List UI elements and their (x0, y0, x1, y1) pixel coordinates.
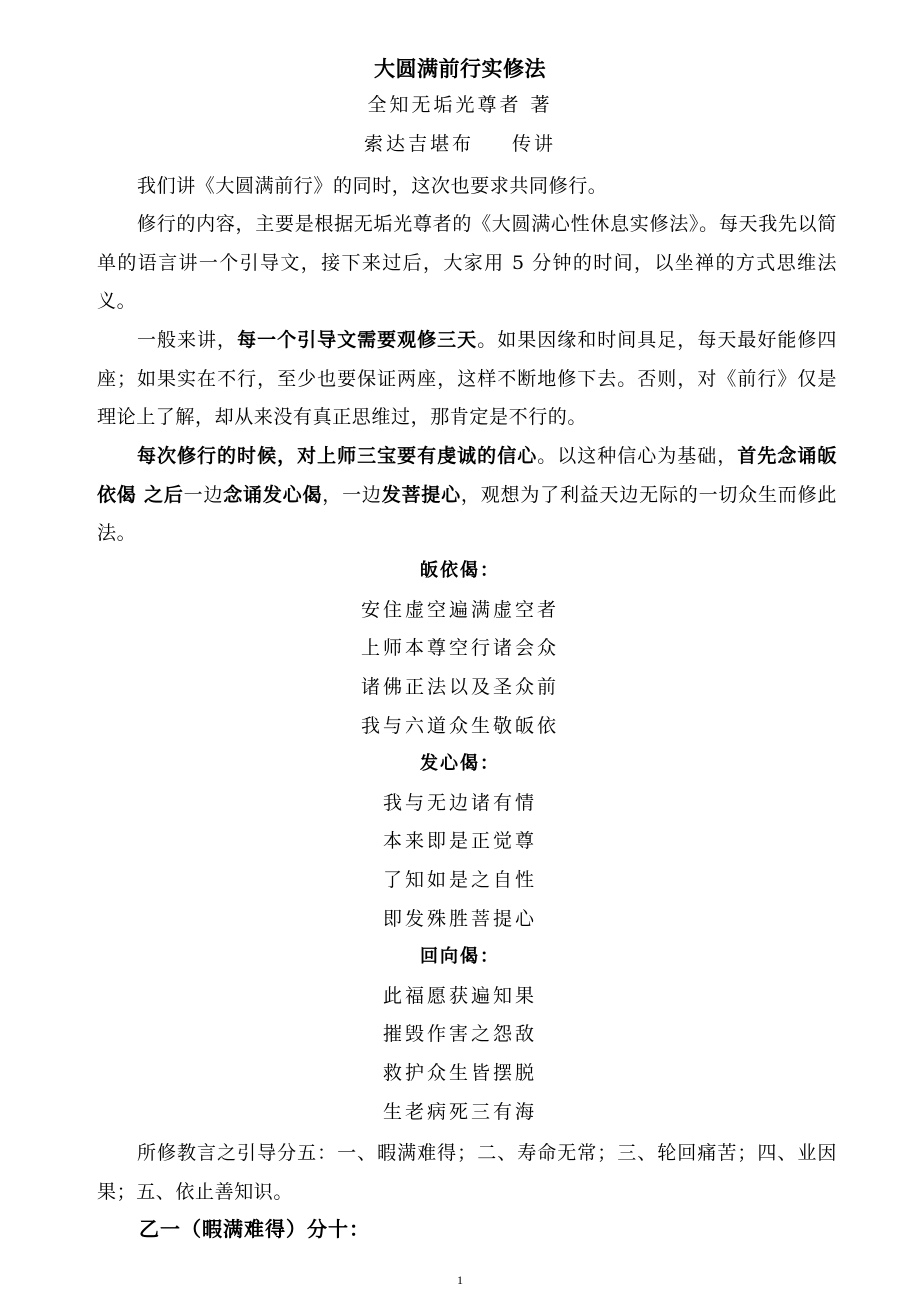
text-segment: 。如果因缘和时间具足，每天最好能修四座；如果实在不行，至少也要保证两座，这样不断地修下去。否则，对《前行》仅是理论上了解，却从来没有真正思维过，那肯定是不行的。 (97, 329, 837, 429)
bold-emphasis: 每一个引导文需要观修三天 (237, 329, 478, 351)
verse-line: 安住虚空遍满虚空者 (360, 598, 559, 621)
bold-emphasis: 念诵发心偈 (223, 483, 323, 506)
paragraph-practice-content: 修行的内容，主要是根据无垢光尊者的《大圆满心性休息实修法》。每天我先以简单的语言讲一个引导文，接下来过后，大家用 5 分钟的时间，以坐禅的方式思维法义。 (97, 213, 837, 313)
verse-refuge (0, 552, 920, 745)
bold-emphasis: 首先念诵皈依偈 之后 (97, 445, 837, 506)
lecturer-role: 传讲 (512, 133, 557, 155)
paragraph-practice-method (97, 437, 837, 553)
verse-line: 诸佛正法以及圣众前 (360, 676, 559, 699)
verse-line: 本来即是正觉尊 (382, 830, 537, 853)
verse-line: 我与六道众生敬皈依 (360, 714, 559, 737)
lecturer-line (0, 129, 920, 159)
verse-line: 上师本尊空行诸会众 (360, 637, 559, 660)
verse-line: 此福愿获遍知果 (382, 984, 537, 1007)
section-heading: 乙一（暇满难得）分十： (139, 1217, 370, 1241)
text-segment: ，一边 (322, 483, 382, 506)
verse-bodhicitta (0, 745, 920, 938)
verse-title: 回向偈： (420, 946, 500, 967)
verse-line: 生老病死三有海 (382, 1100, 537, 1123)
text-segment: ，观想为了利益天边无际的一切众生而修此法。 (97, 483, 837, 545)
verse-title: 发心偈： (420, 753, 500, 774)
verse-title: 皈依偈： (420, 560, 500, 581)
verse-line: 摧毁作害之怨敌 (382, 1023, 537, 1046)
paragraph-practice-schedule (97, 321, 837, 437)
text-segment: 一边 (183, 483, 224, 506)
paragraph-intro: 我们讲《大圆满前行》的同时，这次也要求共同修行。 (137, 175, 608, 197)
text-segment: 。以这种信心为基础， (537, 445, 738, 467)
lecturer-name: 索达吉堪布 (363, 133, 474, 155)
verse-line: 即发殊胜菩提心 (382, 907, 537, 930)
paragraph-five-guidances: 所修教言之引导分五：一、暇满难得；二、寿命无常；三、轮回痛苦；四、业因果；五、依止善知识。 (97, 1142, 837, 1203)
verse-line: 救护众生皆摆脱 (382, 1062, 537, 1085)
bold-emphasis: 发菩提心 (381, 483, 461, 506)
verse-line: 了知如是之自性 (382, 869, 537, 892)
bold-emphasis: 每次修行的时候，对上师三宝要有虔诚的信心 (137, 445, 538, 467)
verse-dedication (0, 938, 920, 1131)
page-number: 1 (457, 1273, 463, 1287)
author-line: 全知无垢光尊者 著 (367, 94, 553, 116)
document-title: 大圆满前行实修法 (374, 57, 546, 81)
text-segment: 一般来讲， (137, 329, 238, 351)
verse-line: 我与无边诸有情 (382, 791, 537, 814)
